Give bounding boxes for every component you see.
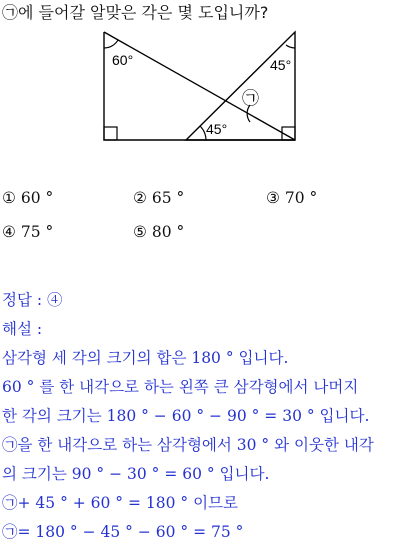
explanation-label: 해설 : (2, 320, 43, 338)
right-angle-mark-left (104, 127, 117, 140)
explanation-line-3: 한 각의 크기는 180 ° − 60 ° − 90 ° = 30 ° 입니다. (2, 407, 370, 425)
arc-top-right (286, 45, 295, 48)
option-5[interactable]: ⑤ 80 ° (133, 223, 185, 241)
explanation-line-5: 의 크기는 90 ° − 30 ° = 60 ° 입니다. (2, 465, 270, 483)
option-1[interactable]: ① 60 ° (2, 189, 54, 207)
marker-giyeok: ㉠ (242, 89, 259, 108)
explanation-line-2: 60 ° 를 한 내각으로 하는 왼쪽 큰 삼각형에서 나머지 (2, 378, 359, 396)
option-2[interactable]: ② 65 ° (133, 189, 185, 207)
explanation-line-6: ㉠+ 45 ° + 60 ° = 180 ° 이므로 (2, 494, 239, 512)
arc-top-left (104, 40, 118, 48)
option-4[interactable]: ④ 75 ° (2, 223, 54, 241)
explanation-line-1: 삼각형 세 각의 크기의 합은 180 ° 입니다. (2, 349, 289, 367)
label-45-bottom: 45° (206, 121, 228, 137)
explanation-line-7: ㉠= 180 ° − 45 ° − 60 ° = 75 ° (2, 523, 244, 541)
left-hypotenuse (104, 32, 295, 140)
explanation-line-4: ㉠을 한 내각으로 하는 삼각형에서 30 ° 와 이웃한 내각 (2, 436, 374, 454)
label-60: 60° (112, 52, 134, 68)
label-45-top: 45° (270, 57, 292, 73)
option-3[interactable]: ③ 70 ° (266, 189, 318, 207)
geometry-figure (0, 0, 400, 150)
right-triangle (186, 32, 295, 140)
question-text: ㉠에 들어갈 알맞은 각은 몇 도입니까? (2, 3, 269, 22)
answer-label: 정답 : ④ (2, 291, 63, 309)
